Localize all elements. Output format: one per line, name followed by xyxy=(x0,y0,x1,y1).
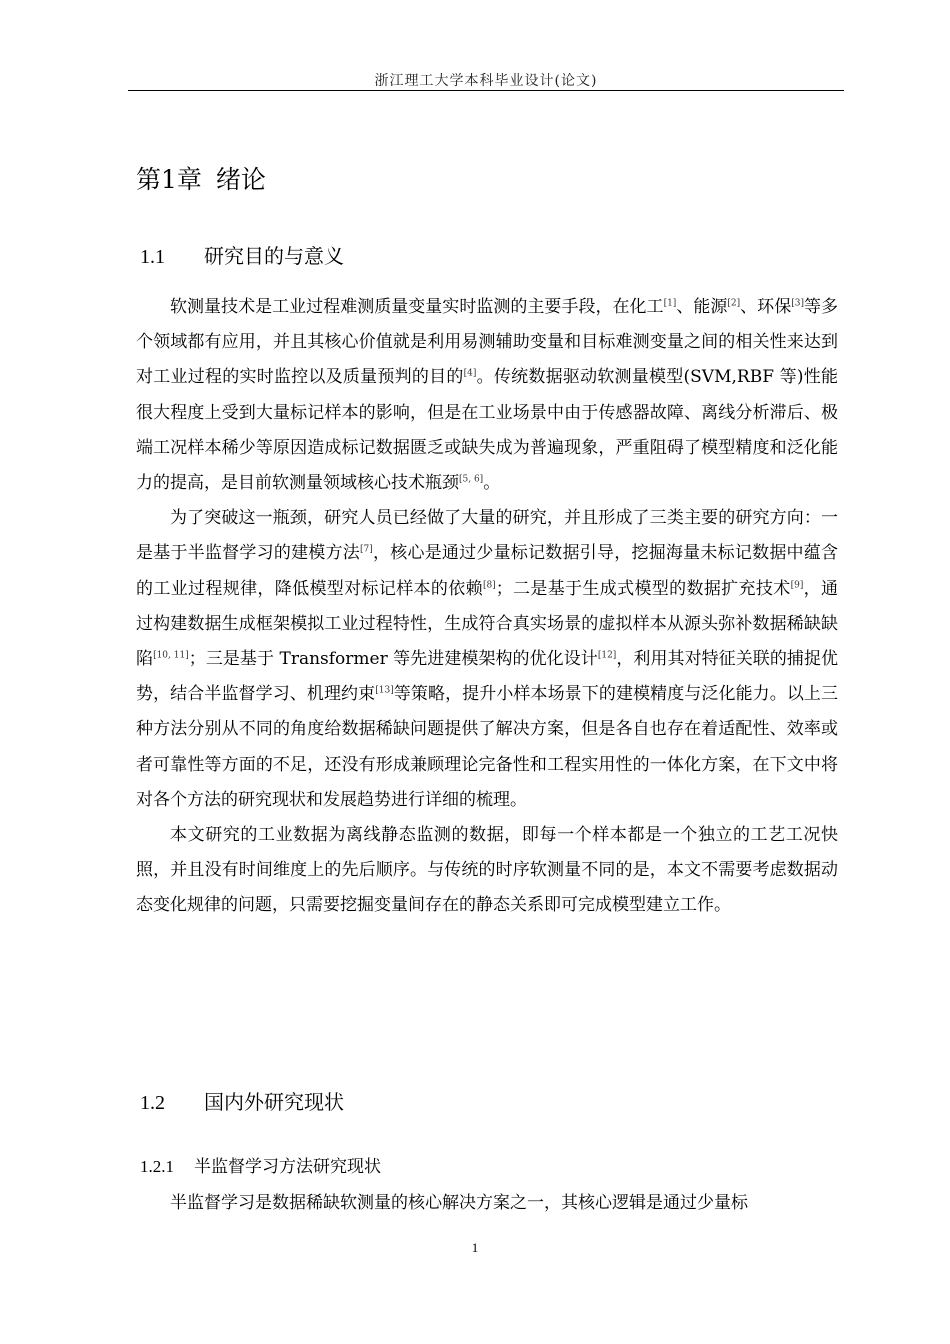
text-run: ；二是基于生成式模型的数据扩充技术 xyxy=(495,578,791,599)
page-number: 1 xyxy=(471,1240,479,1255)
header-rule xyxy=(128,90,844,91)
subsection-title: 半监督学习方法研究现状 xyxy=(194,1157,381,1177)
citation: [9] xyxy=(790,579,804,590)
citation: [7] xyxy=(360,544,373,555)
citation: [1] xyxy=(663,298,677,309)
section-1-1-body xyxy=(136,290,838,924)
section-title: 国内外研究现状 xyxy=(204,1090,344,1114)
subsection-heading-1-2-1 xyxy=(140,1152,381,1177)
text-run: ，核心是通过少量标记数据引导，挖掘海量未标记数据中蕴含的工业过程规律，降低模型对标记样本的依赖 xyxy=(136,543,839,599)
paragraph-4: 半监督学习是数据稀缺软测量的核心解决方案之一，其核心逻辑是通过少量标 xyxy=(170,1193,748,1213)
paragraph-3: 本文研究的工业数据为离线静态监测的数据，即每一个样本都是一个独立的工艺工况快照，并且没有时间维度上的先后顺序。与传统的时序软测量不同的是，本文不需要考虑数据动态变化规律的问题，只需要挖掘变量间存在的静态关系即可完成模型建立工作。 xyxy=(136,825,838,916)
text-run: ，通过构建数据生成框架模拟工业过程特性，生成符合真实场景的虚拟样本从源头弥补数据稀缺缺陷 xyxy=(136,578,839,670)
citation: [12] xyxy=(597,650,617,661)
running-header: 浙江理工大学本科毕业设计(论文) xyxy=(374,73,598,89)
citation: [2] xyxy=(727,298,741,309)
text-run: 为了突破这一瓶颈，研究人员已经做了大量的研究，并且形成了三类主要的研究方向：一是基于半监督学习的建模方法 xyxy=(136,508,838,564)
text-run: ；三是基于 Transformer 等先进建模架构的优化设计 xyxy=(188,649,598,670)
citation: [13] xyxy=(375,685,394,696)
text-run: 。传统数据驱动软测量模型(SVM,RBF 等)性能很大程度上受到大量标记样本的影响，但是在工业场景中由于传感器故障、离线分析滞后、极端工况样本稀少等原因造成标记数据匮乏或缺失成为普遍现象，严重阻碍了模型精度和泛化能力的提高，是目前软测量领域核心技术瓶颈 xyxy=(136,367,838,494)
citation: [5, 6] xyxy=(459,474,484,485)
text-run: 等多个领域都有应用，并且其核心价值就是利用易测辅助变量和目标难测变量之间的相关性来达到对工业过程的实时监控以及质量预判的目的 xyxy=(136,297,839,388)
section-heading-1-1 xyxy=(140,240,344,269)
paragraph-1 xyxy=(136,290,838,501)
text-run: 软测量技术是工业过程难测质量变量实时监测的主要手段，在化工 xyxy=(170,297,664,317)
paragraph-2 xyxy=(136,501,838,818)
text-run: 。 xyxy=(483,473,501,494)
text-run: 、能源 xyxy=(676,297,728,317)
citation: [8] xyxy=(482,579,496,590)
citation: [4] xyxy=(463,368,477,379)
text-run: ，利用其对特征关联的捕捉优势，结合半监督学习、机理约束 xyxy=(136,649,839,705)
section-heading-1-2 xyxy=(140,1086,344,1115)
subsection-number: 1.2.1 xyxy=(140,1157,174,1176)
section-1-2-1-body xyxy=(136,1186,838,1221)
citation: [3] xyxy=(791,298,804,309)
text-run: 、环保 xyxy=(740,297,792,317)
citation: [10, 11] xyxy=(153,650,189,661)
section-number: 1.2 xyxy=(140,1092,165,1114)
text-run: 等策略，提升小样本场景下的建模精度与泛化能力。以上三种方法分别从不同的角度给数据稀缺问题提供了解决方案，但是各自也存在着适配性、效率或者可靠性等方面的不足，还没有形成兼顾理论完备性和工程实用性的一体化方案，在下文中将对各个方法的研究现状和发展趋势进行详细的梳理。 xyxy=(136,684,839,810)
section-title: 研究目的与意义 xyxy=(204,244,344,268)
chapter-heading xyxy=(136,160,266,196)
chapter-title: 绪论 xyxy=(215,165,266,194)
section-number: 1.1 xyxy=(140,246,165,268)
chapter-number: 第1章 xyxy=(136,165,202,194)
